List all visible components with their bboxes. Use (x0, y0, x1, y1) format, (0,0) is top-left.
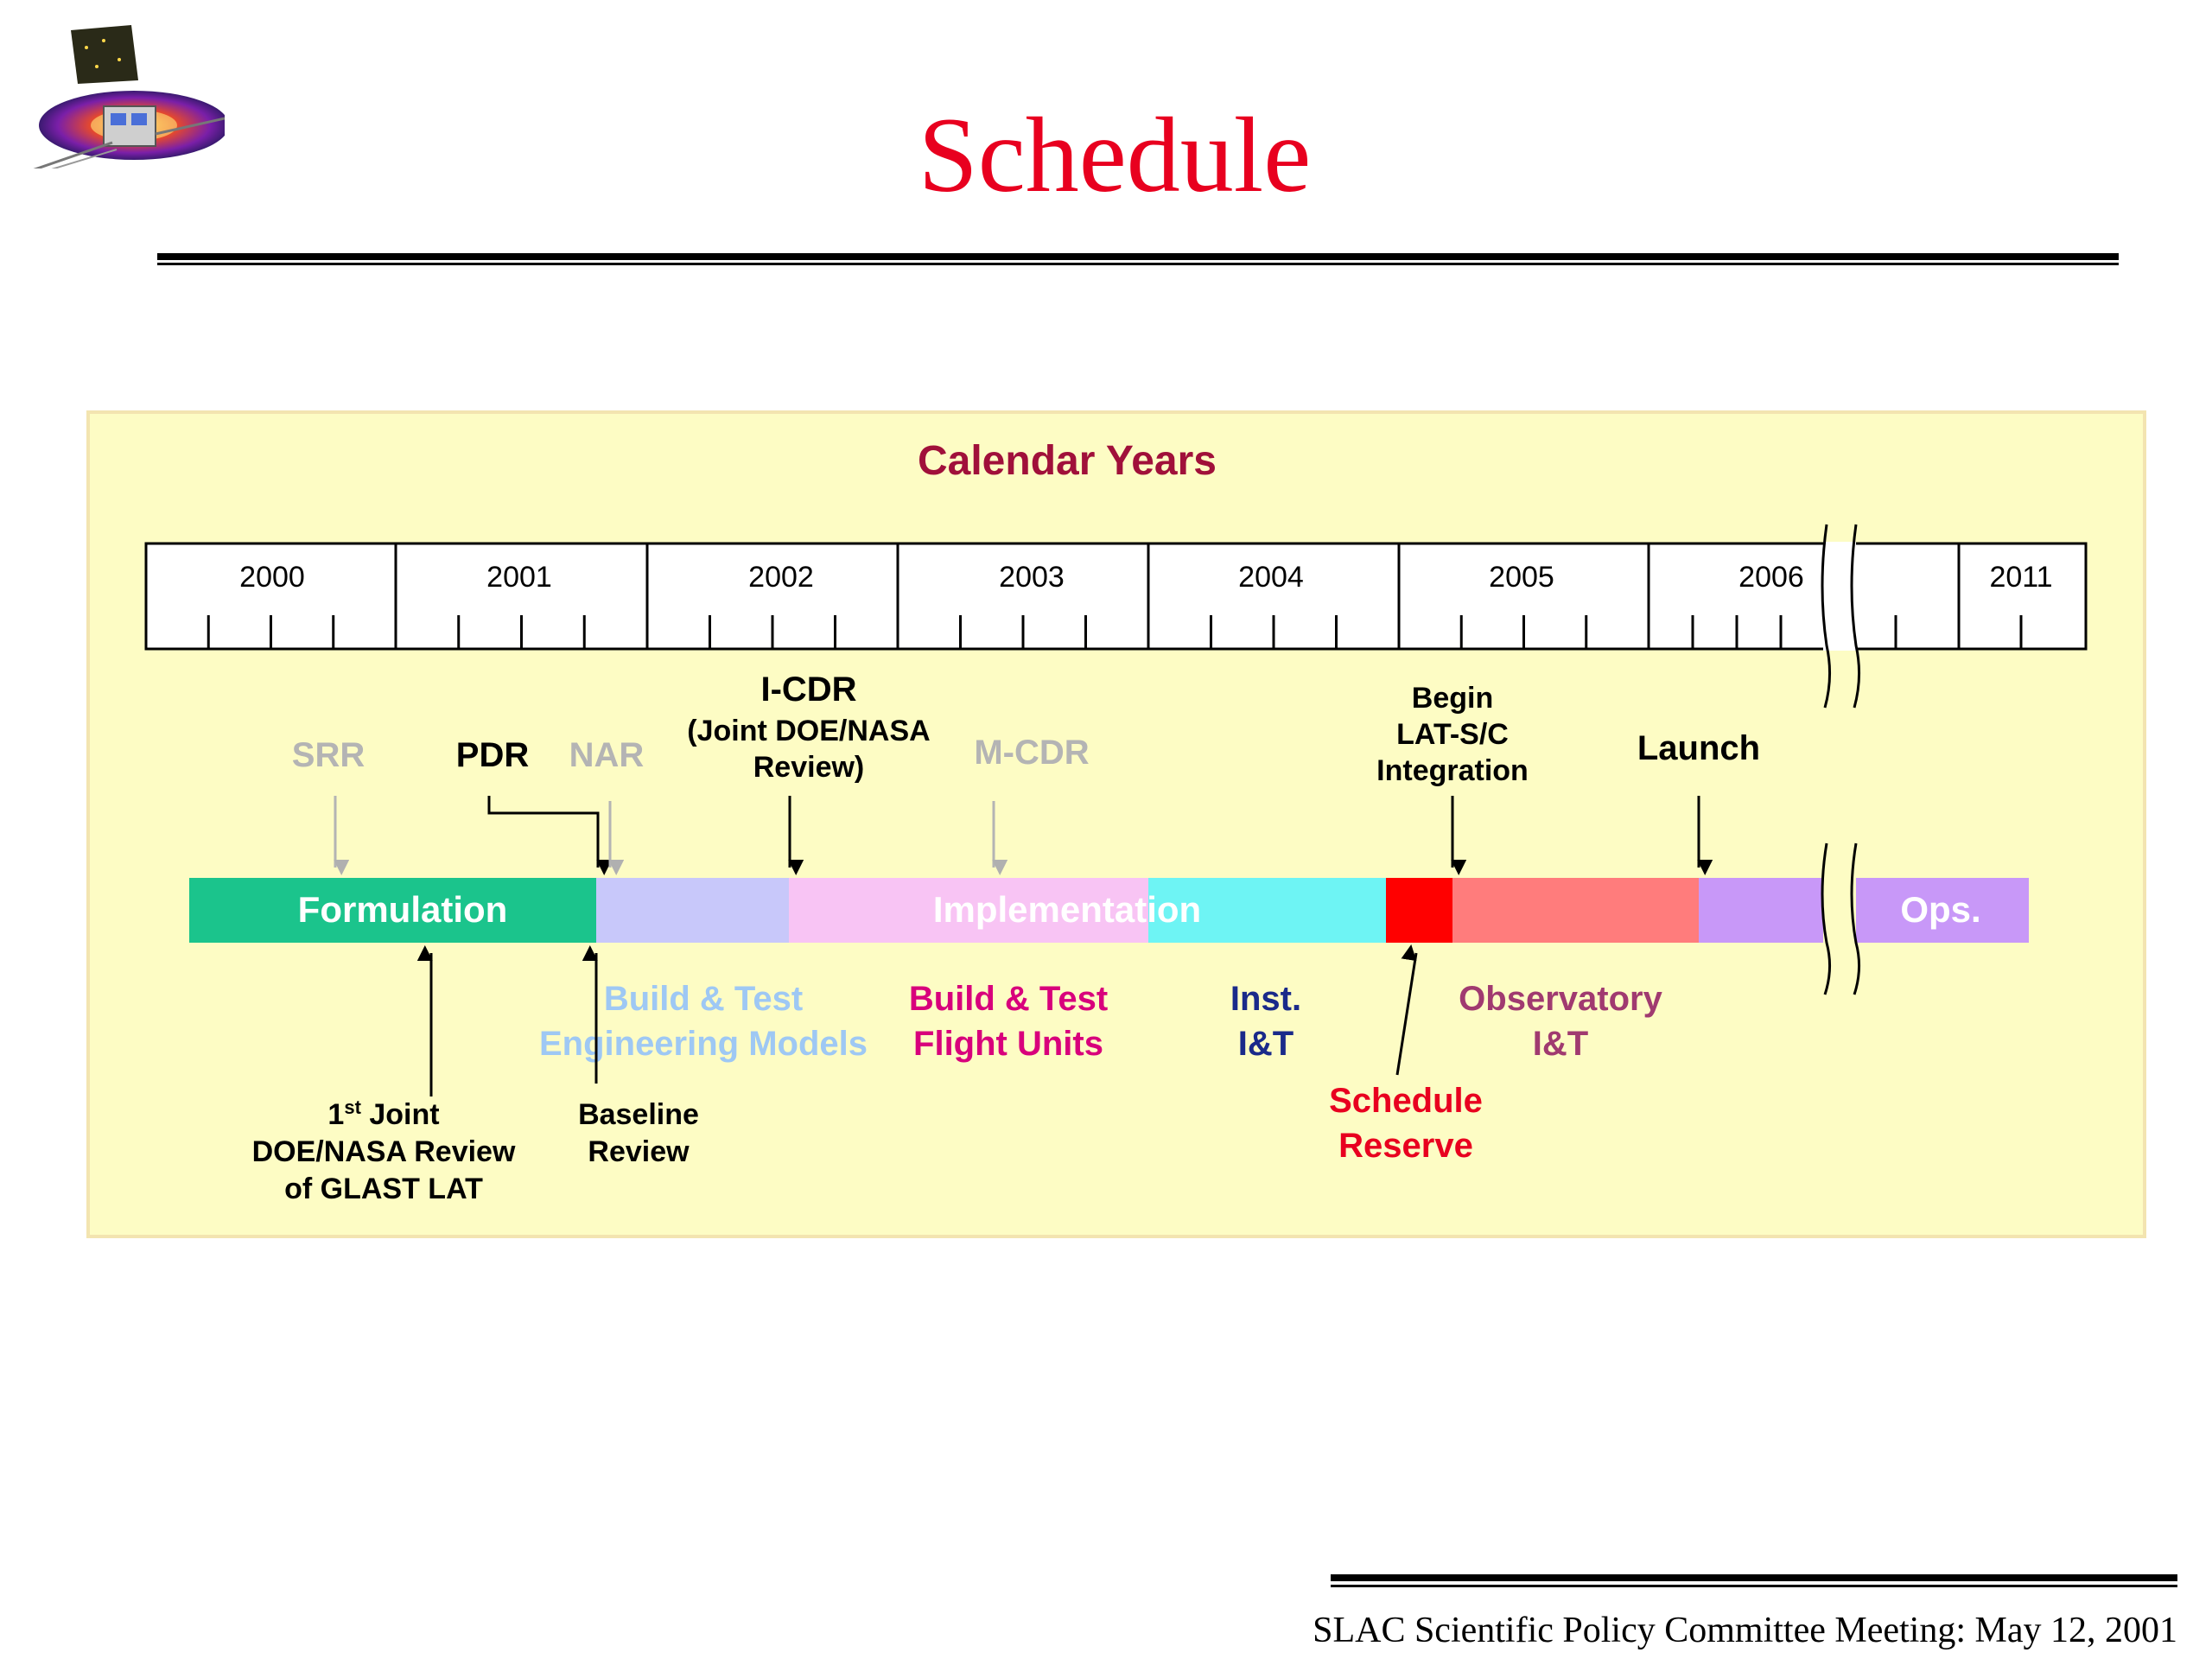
schedule-reserve-label-2: Reserve (1338, 1127, 1473, 1165)
inst-it-label-1: Inst. (1230, 980, 1302, 1018)
milestone-icdr-sub1: (Joint DOE/NASA (687, 715, 931, 747)
calendar-years-heading: Calendar Years (917, 438, 1217, 484)
milestone-begin: Begin (1411, 682, 1494, 715)
milestone-icdr: I-CDR (760, 671, 857, 709)
build-flight-units-label-2: Flight Units (913, 1025, 1103, 1063)
year-label-2002: 2002 (748, 561, 814, 594)
schedule-reserve-arrow (1397, 953, 1416, 1075)
year-label-2006: 2006 (1738, 561, 1804, 594)
milestone-pdr: PDR (455, 736, 530, 774)
page-title: Schedule (918, 96, 1312, 214)
observatory-it-label-2: I&T (1532, 1025, 1589, 1063)
commissioning-segment (1699, 878, 1823, 943)
footer-rule-thick (1331, 1574, 2177, 1581)
milestone-begin-sub1: LAT-S/C (1396, 718, 1509, 751)
milestone-srr: SRR (291, 736, 365, 774)
baseline-review-label-1: Baseline (578, 1098, 699, 1131)
axis-break-left-bar (1822, 843, 1830, 995)
milestone-launch: Launch (1637, 729, 1761, 767)
ops-label: Ops. (1900, 889, 1981, 930)
observatory-it-label-1: Observatory (1459, 980, 1662, 1018)
schedule-diagram (90, 414, 2143, 1235)
schedule-reserve-label-1: Schedule (1329, 1082, 1483, 1120)
title-underline-thick (157, 253, 2119, 260)
observatory-segment (1452, 878, 1699, 943)
inst-it-label-2: I&T (1237, 1025, 1294, 1063)
phase-bar (189, 843, 2029, 995)
milestone-mcdr: M-CDR (974, 734, 1090, 772)
build-eng-models-label-2: Engineering Models (538, 1025, 868, 1063)
joint-review-label-3: of GLAST LAT (284, 1173, 483, 1205)
build-eng-models-label-1: Build & Test (603, 980, 804, 1018)
year-label-2011: 2011 (1989, 561, 2053, 594)
schedule-panel (86, 410, 2146, 1238)
joint-review-label-1: 1st Joint (327, 1096, 440, 1131)
milestone-icdr-sub2: Review) (753, 751, 865, 784)
milestone-nar: NAR (569, 736, 645, 774)
baseline-review-label-2: Review (588, 1135, 690, 1168)
eng-models-segment (596, 878, 789, 943)
year-label-2001: 2001 (486, 561, 552, 594)
formulation-label: Formulation (297, 889, 508, 930)
milestone-begin-sub2: Integration (1376, 754, 1529, 787)
footer-rule-thin (1331, 1585, 2177, 1587)
year-label-2004: 2004 (1238, 561, 1304, 594)
year-label-2005: 2005 (1489, 561, 1554, 594)
pdr-arrow (489, 796, 598, 868)
year-label-2000: 2000 (239, 561, 305, 594)
year-ruler (146, 524, 2086, 708)
footer-text: SLAC Scientific Policy Committee Meeting: May 12, 2001 (1313, 1611, 2177, 1650)
year-label-2003: 2003 (999, 561, 1065, 594)
joint-review-label-2: DOE/NASA Review (251, 1135, 516, 1168)
title-underline-thin (157, 263, 2119, 265)
implementation-label: Implementation (932, 889, 1202, 930)
schedule-reserve-segment (1386, 878, 1452, 943)
build-flight-units-label-1: Build & Test (908, 980, 1109, 1018)
